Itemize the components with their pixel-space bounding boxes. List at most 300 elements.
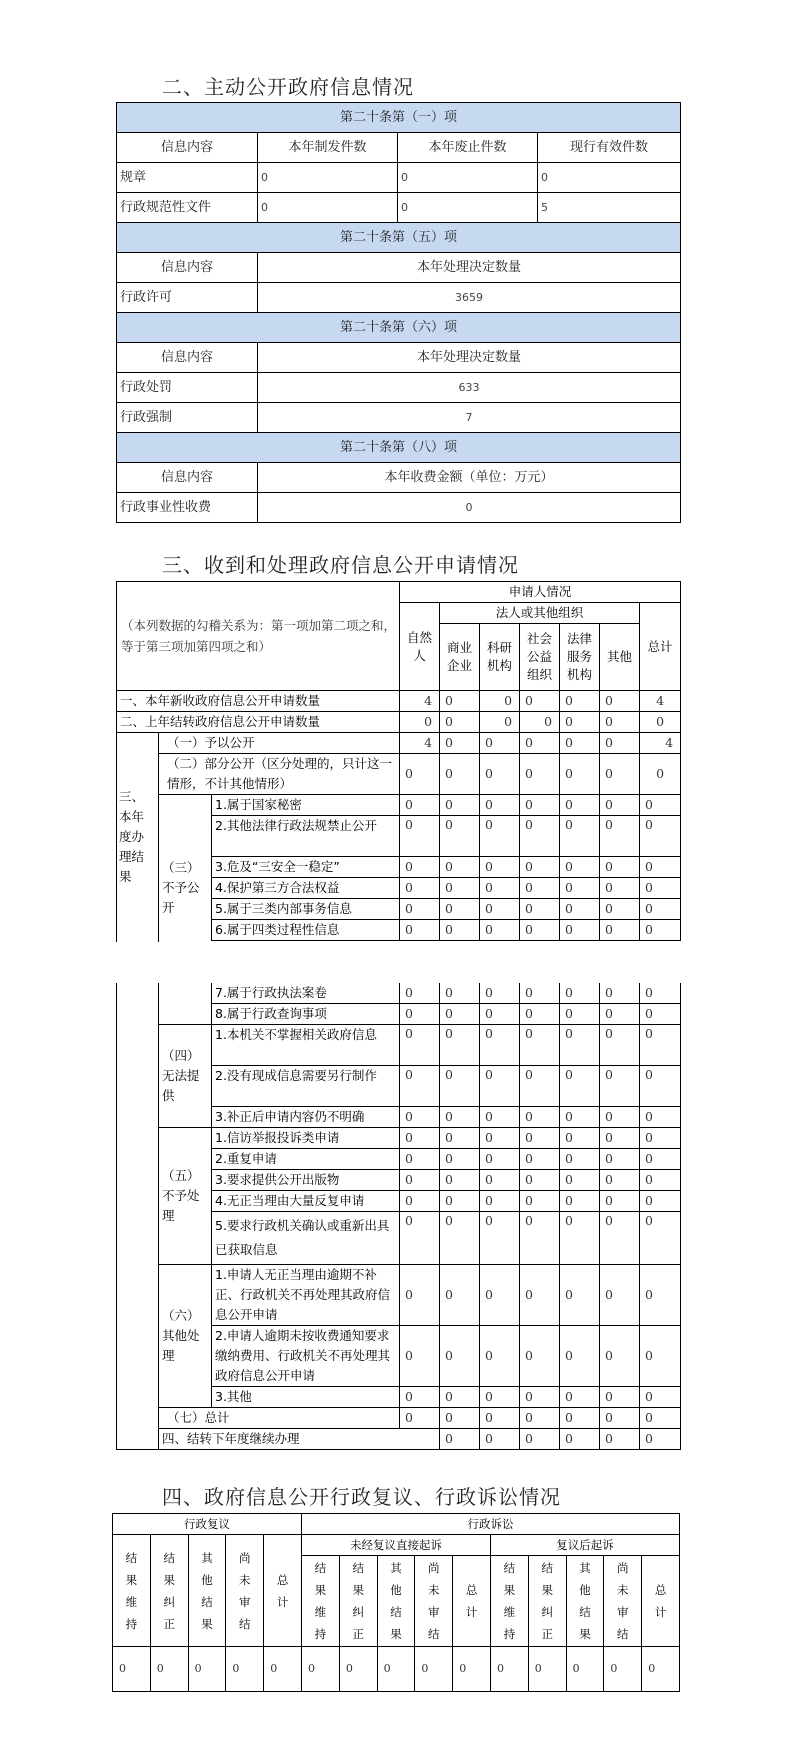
cell-value: 0 <box>480 1429 520 1450</box>
cell-value: 0 <box>560 983 600 1004</box>
cell-value: 0 <box>600 1326 640 1387</box>
row-label: 3.补正后申请内容仍不明确 <box>212 1107 400 1128</box>
cell-value: 0 <box>453 1647 491 1692</box>
cell-value: 0 <box>400 1066 440 1107</box>
cell-value: 0 <box>440 983 480 1004</box>
cell-value: 0 <box>400 1170 440 1191</box>
cell-value: 0 <box>520 857 560 878</box>
cell-value: 0 <box>640 816 681 857</box>
cell-value: 0 <box>600 1107 640 1128</box>
header-after-upheld: 结 果 维 持 <box>491 1556 529 1647</box>
cell-value: 7 <box>258 403 681 433</box>
cell-value: 0 <box>440 878 480 899</box>
article-8-band: 第二十条第（八）项 <box>117 433 681 463</box>
results-label-continued <box>117 983 159 1450</box>
cell-value: 0 <box>600 733 640 754</box>
cell-value: 0 <box>480 983 520 1004</box>
cell-value: 0 <box>640 899 681 920</box>
row-label: 3.要求提供公开出版物 <box>212 1170 400 1191</box>
cell-value: 0 <box>520 1149 560 1170</box>
table-row <box>117 1408 681 1429</box>
cell-value: 0 <box>520 754 560 795</box>
cell-value: 0 <box>560 899 600 920</box>
cell-value: 0 <box>520 795 560 816</box>
header-legal-group: 法人或其他组织 <box>440 603 640 624</box>
cell-value: 0 <box>640 712 681 733</box>
cell-value: 0 <box>520 1326 560 1387</box>
cell-value: 0 <box>400 1265 440 1326</box>
cell-value: 0 <box>600 857 640 878</box>
cell-value: 0 <box>480 899 520 920</box>
section-4-title: 四、政府信息公开行政复议、行政诉讼情况 <box>162 1485 561 1509</box>
cell-value: 0 <box>400 857 440 878</box>
cell-value: 0 <box>226 1647 264 1692</box>
header-review-pending: 尚 未 审 结 <box>226 1535 264 1647</box>
cell-value: 0 <box>600 712 640 733</box>
cell-value: 0 <box>600 1191 640 1212</box>
cell-value: 0 <box>520 1191 560 1212</box>
cell-value: 4 <box>640 691 681 712</box>
header-social: 社会公益组织 <box>520 624 560 691</box>
cell-value: 0 <box>480 878 520 899</box>
table-row <box>117 1025 681 1066</box>
article-1-band: 第二十条第（一）项 <box>117 103 681 133</box>
table-row <box>117 283 681 313</box>
header-fee-amount: 本年收费金额（单位：万元） <box>258 463 681 493</box>
cell-value: 0 <box>560 1170 600 1191</box>
header-after-review-suit: 复议后起诉 <box>491 1535 680 1556</box>
cell-value: 0 <box>520 1429 560 1450</box>
row-label: 行政事业性收费 <box>117 493 258 523</box>
cell-value: 0 <box>480 857 520 878</box>
unable-label: （四）无法提供 <box>159 1025 212 1128</box>
row-label: 四、结转下年度继续办理 <box>159 1429 440 1450</box>
cell-value: 0 <box>400 1326 440 1387</box>
cell-value: 0 <box>560 1326 600 1387</box>
cell-repealed: 0 <box>398 193 538 223</box>
cell-value: 0 <box>480 1004 520 1025</box>
table-row <box>113 1647 680 1692</box>
row-label: 2.申请人逾期未按收费通知要求缴纳费用、行政机关不再处理其政府信息公开申请 <box>212 1326 400 1387</box>
row-label: （一）予以公开 <box>159 733 400 754</box>
cell-value: 0 <box>640 920 681 941</box>
cell-value: 0 <box>600 1170 640 1191</box>
row-label: 3.危及“三安全一稳定” <box>212 857 400 878</box>
table-row <box>117 193 681 223</box>
cell-value: 0 <box>520 920 560 941</box>
article-5-band: 第二十条第（五）项 <box>117 223 681 253</box>
cell-value: 0 <box>600 983 640 1004</box>
cell-value: 0 <box>377 1647 415 1692</box>
cell-value: 0 <box>566 1647 604 1692</box>
cell-value: 0 <box>520 1004 560 1025</box>
cell-value: 0 <box>400 1025 440 1066</box>
header-decisions: 本年处理决定数量 <box>258 253 681 283</box>
cell-value: 0 <box>560 1387 600 1408</box>
row-label: 一、本年新收政府信息公开申请数量 <box>117 691 400 712</box>
cell-value: 0 <box>264 1647 302 1692</box>
cell-value: 0 <box>400 983 440 1004</box>
cell-value: 0 <box>600 691 640 712</box>
cell-value: 0 <box>440 1387 480 1408</box>
cell-value: 0 <box>400 1107 440 1128</box>
cell-value: 0 <box>480 733 520 754</box>
cell-value: 0 <box>440 1149 480 1170</box>
cell-value: 0 <box>600 1212 640 1265</box>
cell-value: 0 <box>640 1265 681 1326</box>
cell-value: 0 <box>640 1066 681 1107</box>
cell-value: 0 <box>480 1107 520 1128</box>
cell-value: 0 <box>640 857 681 878</box>
table-row <box>117 163 681 193</box>
review-litigation-table <box>112 1513 680 1692</box>
row-label: 行政强制 <box>117 403 258 433</box>
header-direct-pending: 尚 未 审 结 <box>415 1556 453 1647</box>
cell-value: 0 <box>480 1170 520 1191</box>
cell-value: 0 <box>480 754 520 795</box>
cell-value: 0 <box>560 733 600 754</box>
cell-value: 0 <box>480 1149 520 1170</box>
cell-value: 0 <box>440 795 480 816</box>
cell-value: 0 <box>480 1265 520 1326</box>
row-label: 4.保护第三方合法权益 <box>212 878 400 899</box>
cell-value: 0 <box>400 899 440 920</box>
table-row <box>117 403 681 433</box>
cell-value: 0 <box>520 1025 560 1066</box>
cell-value: 0 <box>400 1408 440 1429</box>
cell-value: 0 <box>440 857 480 878</box>
cell-value: 0 <box>400 1212 440 1265</box>
row-label: 1.本机关不掌握相关政府信息 <box>212 1025 400 1066</box>
not-process-label: （五）不予处理 <box>159 1128 212 1265</box>
cell-value: 4 <box>640 733 681 754</box>
cell-value: 0 <box>520 816 560 857</box>
cell-value: 0 <box>440 1066 480 1107</box>
cell-value: 0 <box>560 1191 600 1212</box>
cell-value: 0 <box>640 1128 681 1149</box>
cell-value: 0 <box>400 712 440 733</box>
table-row <box>117 795 681 816</box>
cell-value: 0 <box>600 1408 640 1429</box>
cell-value: 0 <box>640 1212 681 1265</box>
row-label: 二、上年结转政府信息公开申请数量 <box>117 712 400 733</box>
cell-value: 0 <box>560 816 600 857</box>
cell-value: 0 <box>480 1128 520 1149</box>
cell-value: 0 <box>440 1429 480 1450</box>
table-row <box>117 1265 681 1326</box>
page-break-edge <box>212 941 681 942</box>
cell-value: 0 <box>400 1128 440 1149</box>
cell-value: 0 <box>400 920 440 941</box>
table-row <box>117 754 681 795</box>
cell-value: 0 <box>600 1025 640 1066</box>
cell-value: 0 <box>640 1387 681 1408</box>
cell-issued: 0 <box>258 193 398 223</box>
cell-value: 0 <box>604 1647 642 1692</box>
cell-value: 0 <box>520 1265 560 1326</box>
other-process-label: （六）其他处理 <box>159 1265 212 1408</box>
cell-value: 0 <box>258 493 681 523</box>
cell-value: 0 <box>480 816 520 857</box>
cell-value: 0 <box>520 1212 560 1265</box>
cell-value: 0 <box>440 1170 480 1191</box>
cell-value: 0 <box>480 1387 520 1408</box>
header-direct-corrected: 结 果 纠 正 <box>339 1556 377 1647</box>
table-row <box>117 983 681 1004</box>
table-row <box>117 1429 681 1450</box>
cell-value: 0 <box>520 1170 560 1191</box>
cell-value: 0 <box>560 712 600 733</box>
cell-value: 0 <box>440 1265 480 1326</box>
header-info-content: 信息内容 <box>117 343 258 373</box>
cell-value: 0 <box>400 816 440 857</box>
header-info-content: 信息内容 <box>117 133 258 163</box>
table-row <box>117 493 681 523</box>
row-label: 1.信访举报投诉类申请 <box>212 1128 400 1149</box>
cell-value: 0 <box>560 691 600 712</box>
header-admin-review: 行政复议 <box>113 1514 302 1535</box>
row-label: 行政规范性文件 <box>117 193 258 223</box>
header-other: 其他 <box>600 624 640 691</box>
cell-value: 0 <box>640 1170 681 1191</box>
row-label: 规章 <box>117 163 258 193</box>
section-3-title: 三、收到和处理政府信息公开申请情况 <box>162 553 519 577</box>
header-review-other: 其 他 结 果 <box>188 1535 226 1647</box>
cell-value: 0 <box>440 1408 480 1429</box>
cell-value: 0 <box>600 1387 640 1408</box>
cell-value: 0 <box>560 1107 600 1128</box>
cell-value: 0 <box>400 1004 440 1025</box>
cell-value: 0 <box>480 712 520 733</box>
article-6-band: 第二十条第（六）项 <box>117 313 681 343</box>
cell-value: 0 <box>600 1004 640 1025</box>
cell-value: 0 <box>400 1149 440 1170</box>
cell-value: 0 <box>600 795 640 816</box>
row-label: 6.属于四类过程性信息 <box>212 920 400 941</box>
cell-value: 0 <box>560 1212 600 1265</box>
section-2-title: 二、主动公开政府信息情况 <box>162 75 414 99</box>
header-admin-litigation: 行政诉讼 <box>302 1514 680 1535</box>
header-review-total: 总 计 <box>264 1535 302 1647</box>
cell-value: 0 <box>339 1647 377 1692</box>
cell-value: 0 <box>400 1191 440 1212</box>
cell-value: 0 <box>560 795 600 816</box>
cell-value: 0 <box>520 1387 560 1408</box>
cell-value: 0 <box>520 1066 560 1107</box>
cell-value: 0 <box>520 712 560 733</box>
header-applicant: 申请人情况 <box>400 582 681 603</box>
cell-value: 0 <box>480 1408 520 1429</box>
cell-value: 0 <box>640 1107 681 1128</box>
cell-value: 0 <box>480 1326 520 1387</box>
results-label: 三、本年度办理结果 <box>117 733 159 942</box>
cell-value: 0 <box>440 816 480 857</box>
cell-value: 0 <box>480 1191 520 1212</box>
cell-value: 0 <box>600 1429 640 1450</box>
row-label: 3.其他 <box>212 1387 400 1408</box>
header-valid: 现行有效件数 <box>538 133 681 163</box>
cell-value: 0 <box>520 1128 560 1149</box>
header-after-corrected: 结 果 纠 正 <box>528 1556 566 1647</box>
cell-value: 0 <box>440 1107 480 1128</box>
cell-value: 0 <box>480 1066 520 1107</box>
cell-value: 0 <box>440 920 480 941</box>
header-after-other: 其 他 结 果 <box>566 1556 604 1647</box>
table-row <box>117 691 681 712</box>
header-natural-person: 自然人 <box>400 603 440 691</box>
cell-value: 0 <box>440 1326 480 1387</box>
cell-value: 0 <box>640 1429 681 1450</box>
applications-table-part-1 <box>116 581 681 941</box>
header-review-upheld: 结 果 维 持 <box>113 1535 151 1647</box>
cell-valid: 0 <box>538 163 681 193</box>
row-label: 行政许可 <box>117 283 258 313</box>
table-row <box>117 733 681 754</box>
cell-value: 0 <box>640 983 681 1004</box>
cell-value: 0 <box>560 857 600 878</box>
row-label: 5.属于三类内部事务信息 <box>212 899 400 920</box>
cell-value: 0 <box>600 816 640 857</box>
cell-value: 0 <box>520 1408 560 1429</box>
cell-value: 0 <box>640 754 681 795</box>
cell-value: 0 <box>560 1408 600 1429</box>
cell-value: 0 <box>440 1025 480 1066</box>
cell-value: 0 <box>400 878 440 899</box>
cell-value: 0 <box>640 1191 681 1212</box>
row-label: 8.属于行政查询事项 <box>212 1004 400 1025</box>
cell-value: 0 <box>640 1408 681 1429</box>
cell-value: 0 <box>600 899 640 920</box>
cell-issued: 0 <box>258 163 398 193</box>
header-after-pending: 尚 未 审 结 <box>604 1556 642 1647</box>
row-label: 2.没有现成信息需要另行制作 <box>212 1066 400 1107</box>
cell-value: 0 <box>560 1128 600 1149</box>
applications-table-part-2 <box>116 983 681 1450</box>
cell-value: 0 <box>560 1429 600 1450</box>
header-repealed: 本年废止件数 <box>398 133 538 163</box>
cell-value: 0 <box>440 733 480 754</box>
cell-value: 0 <box>480 920 520 941</box>
cell-value: 0 <box>640 795 681 816</box>
row-label: 1.申请人无正当理由逾期不补正、行政机关不再处理其政府信息公开申请 <box>212 1265 400 1326</box>
header-direct-upheld: 结 果 维 持 <box>302 1556 340 1647</box>
cell-value: 0 <box>560 1066 600 1107</box>
cell-value: 0 <box>600 1149 640 1170</box>
header-issued: 本年制发件数 <box>258 133 398 163</box>
cell-value: 0 <box>440 1191 480 1212</box>
not-open-label: （三）不予公开 <box>159 795 212 942</box>
cell-value: 0 <box>440 1212 480 1265</box>
cell-value: 0 <box>150 1647 188 1692</box>
header-after-total: 总 计 <box>642 1556 680 1647</box>
cell-value: 0 <box>640 878 681 899</box>
cell-value: 0 <box>440 754 480 795</box>
cell-value: 0 <box>520 899 560 920</box>
cell-value: 0 <box>415 1647 453 1692</box>
cell-value: 0 <box>440 1128 480 1149</box>
cell-value: 0 <box>600 1265 640 1326</box>
table-row <box>117 712 681 733</box>
header-business: 商业企业 <box>440 624 480 691</box>
cell-value: 0 <box>560 1265 600 1326</box>
cell-value: 0 <box>520 733 560 754</box>
header-review-corrected: 结 果 纠 正 <box>150 1535 188 1647</box>
header-direct-total: 总 计 <box>453 1556 491 1647</box>
cell-valid: 5 <box>538 193 681 223</box>
cell-value: 0 <box>440 1004 480 1025</box>
cell-value: 0 <box>528 1647 566 1692</box>
cell-value: 0 <box>600 754 640 795</box>
header-info-content: 信息内容 <box>117 463 258 493</box>
row-label: 5.要求行政机关确认或重新出具已获取信息 <box>212 1212 400 1265</box>
cell-value: 0 <box>560 920 600 941</box>
cell-value: 0 <box>560 1149 600 1170</box>
cell-value: 0 <box>113 1647 151 1692</box>
cell-value: 0 <box>560 754 600 795</box>
row-label: 4.无正当理由大量反复申请 <box>212 1191 400 1212</box>
table-row <box>117 373 681 403</box>
header-direct-other: 其 他 结 果 <box>377 1556 415 1647</box>
cell-value: 0 <box>400 754 440 795</box>
cell-value: 0 <box>600 1066 640 1107</box>
cell-value: 0 <box>440 899 480 920</box>
row-label: 2.重复申请 <box>212 1149 400 1170</box>
cell-value: 0 <box>400 1387 440 1408</box>
cell-value: 633 <box>258 373 681 403</box>
cell-value: 0 <box>480 1025 520 1066</box>
header-info-content: 信息内容 <box>117 253 258 283</box>
cell-value: 0 <box>600 920 640 941</box>
row-label: 7.属于行政执法案卷 <box>212 983 400 1004</box>
cell-value: 0 <box>520 1107 560 1128</box>
cell-value: 0 <box>440 691 480 712</box>
cell-value: 0 <box>188 1647 226 1692</box>
cell-value: 0 <box>560 878 600 899</box>
cell-value: 0 <box>440 712 480 733</box>
cell-value: 0 <box>640 1025 681 1066</box>
cell-value: 0 <box>560 1025 600 1066</box>
cell-value: 0 <box>480 1212 520 1265</box>
cell-value: 0 <box>600 1128 640 1149</box>
not-open-label-continued <box>159 983 212 1025</box>
cell-repealed: 0 <box>398 163 538 193</box>
row-label: （七）总计 <box>159 1408 400 1429</box>
header-legal-service: 法律服务机构 <box>560 624 600 691</box>
cell-value: 0 <box>302 1647 340 1692</box>
row-label: 1.属于国家秘密 <box>212 795 400 816</box>
proactive-disclosure-table <box>116 102 681 523</box>
reconciliation-note: （本列数据的勾稽关系为：第一项加第二项之和，等于第三项加第四项之和） <box>117 582 400 691</box>
cell-value: 0 <box>640 1004 681 1025</box>
row-label: （二）部分公开（区分处理的，只计这一情形，不计其他情形） <box>159 754 400 795</box>
cell-value: 4 <box>400 733 440 754</box>
header-direct-suit: 未经复议直接起诉 <box>302 1535 491 1556</box>
cell-value: 0 <box>600 878 640 899</box>
cell-value: 0 <box>520 983 560 1004</box>
header-total: 总计 <box>640 603 681 691</box>
cell-value: 4 <box>400 691 440 712</box>
cell-value: 0 <box>520 878 560 899</box>
cell-value: 0 <box>640 1326 681 1387</box>
cell-value: 0 <box>480 691 520 712</box>
header-research: 科研机构 <box>480 624 520 691</box>
cell-value: 0 <box>640 1149 681 1170</box>
cell-value: 0 <box>642 1647 680 1692</box>
cell-value: 0 <box>480 795 520 816</box>
row-label: 2.其他法律行政法规禁止公开 <box>212 816 400 857</box>
table-row <box>117 1128 681 1149</box>
cell-value: 0 <box>491 1647 529 1692</box>
